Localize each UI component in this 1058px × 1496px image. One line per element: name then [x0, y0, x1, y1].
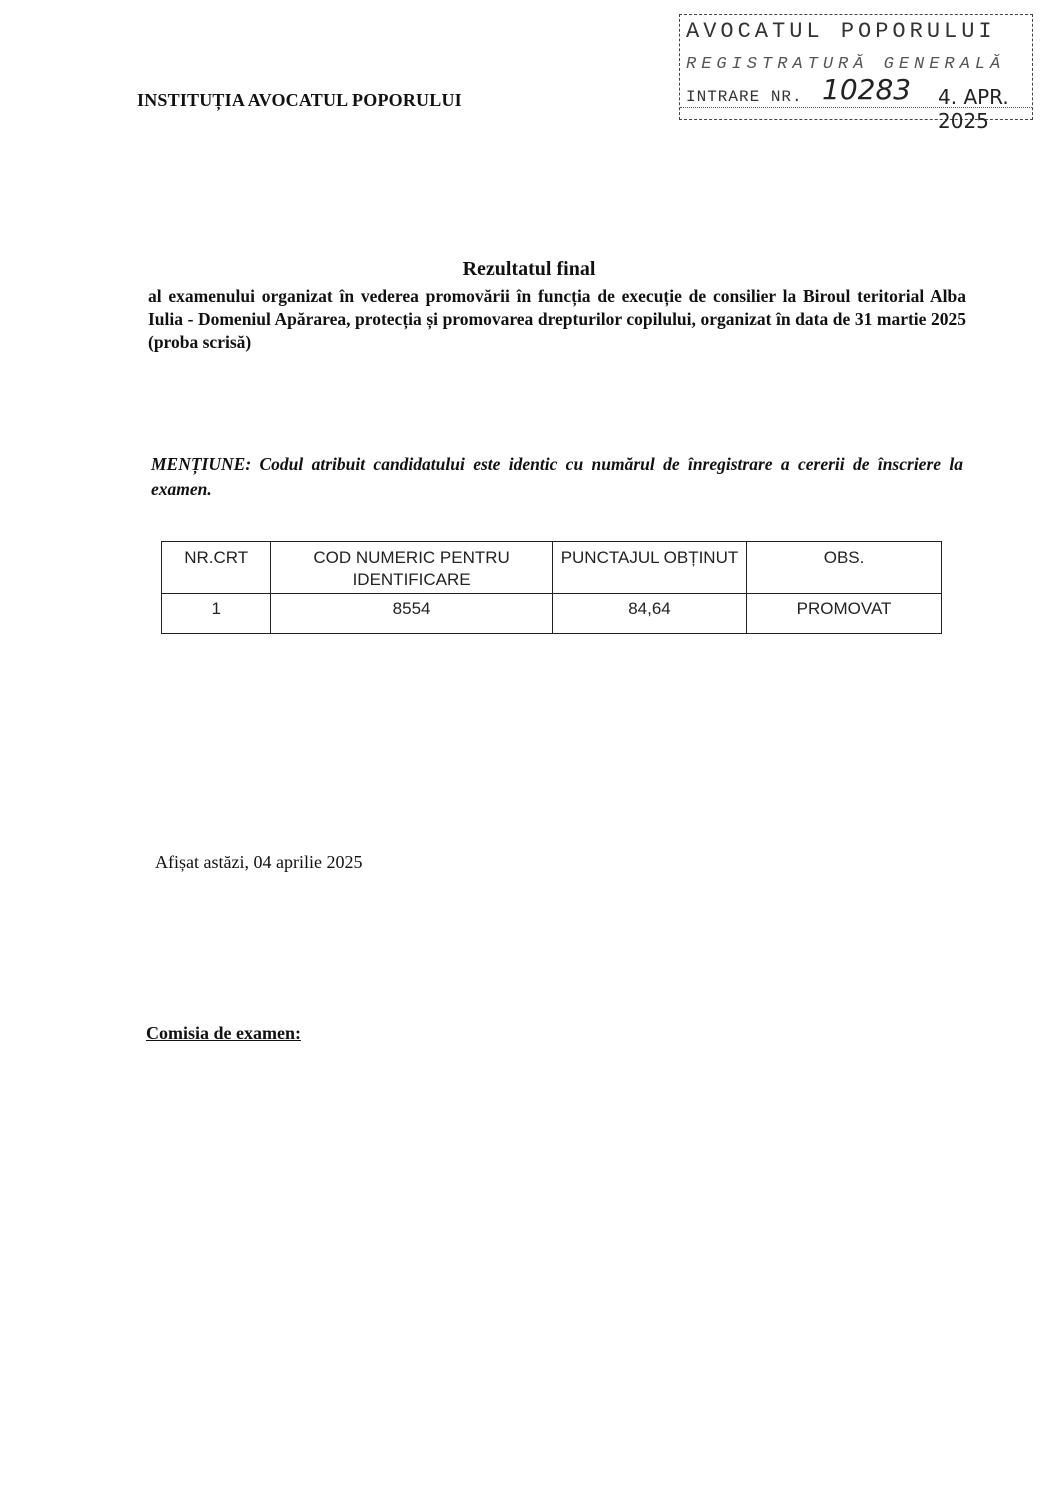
institution-name: INSTITUȚIA AVOCATUL POPORULUI [137, 90, 462, 110]
cell-nr-crt: 1 [162, 594, 271, 634]
stamp-entry-number: 10283 [822, 73, 912, 106]
cell-cod-numeric: 8554 [271, 594, 553, 634]
cell-punctaj: 84,64 [552, 594, 746, 634]
mention-note: MENȚIUNE: Codul atribuit candidatului este identic cu numărul de înregistrare a cererii de înscriere la examen. [151, 454, 963, 499]
posted-date: Afișat astăzi, 04 aprilie 2025 [155, 852, 363, 872]
header-obs: OBS. [747, 542, 942, 594]
document-subtitle: al examenului organizat în vederea promovării în funcția de execuție de consilier la Biroul teritorial Alba Iulia - Domeniul Apărarea, protecția și promovarea drepturilor copilului, organizat în data de 31 martie 2025 (proba scrisă) [148, 286, 966, 352]
stamp-divider [680, 107, 1032, 108]
header-cod-numeric: COD NUMERIC PENTRU IDENTIFICARE [271, 542, 553, 594]
stamp-entry-label: INTRARE NR. [686, 88, 803, 106]
stamp-date: 4. APR. 2025 [938, 85, 1009, 133]
stamp-institution: AVOCATUL POPORULUI [686, 19, 996, 44]
stamp-registry: REGISTRATURĂ GENERALĂ [686, 55, 1006, 74]
header-nr-crt: NR.CRT [162, 542, 271, 594]
cell-obs: PROMOVAT [747, 594, 942, 634]
document-title: Rezultatul final [462, 258, 596, 280]
table-row [162, 594, 942, 634]
table-header-row [162, 542, 942, 594]
registry-stamp [679, 14, 1033, 133]
results-table [161, 541, 942, 634]
header-punctaj: PUNCTAJUL OBȚINUT [552, 542, 746, 594]
commission-heading: Comisia de examen: [146, 1023, 301, 1043]
